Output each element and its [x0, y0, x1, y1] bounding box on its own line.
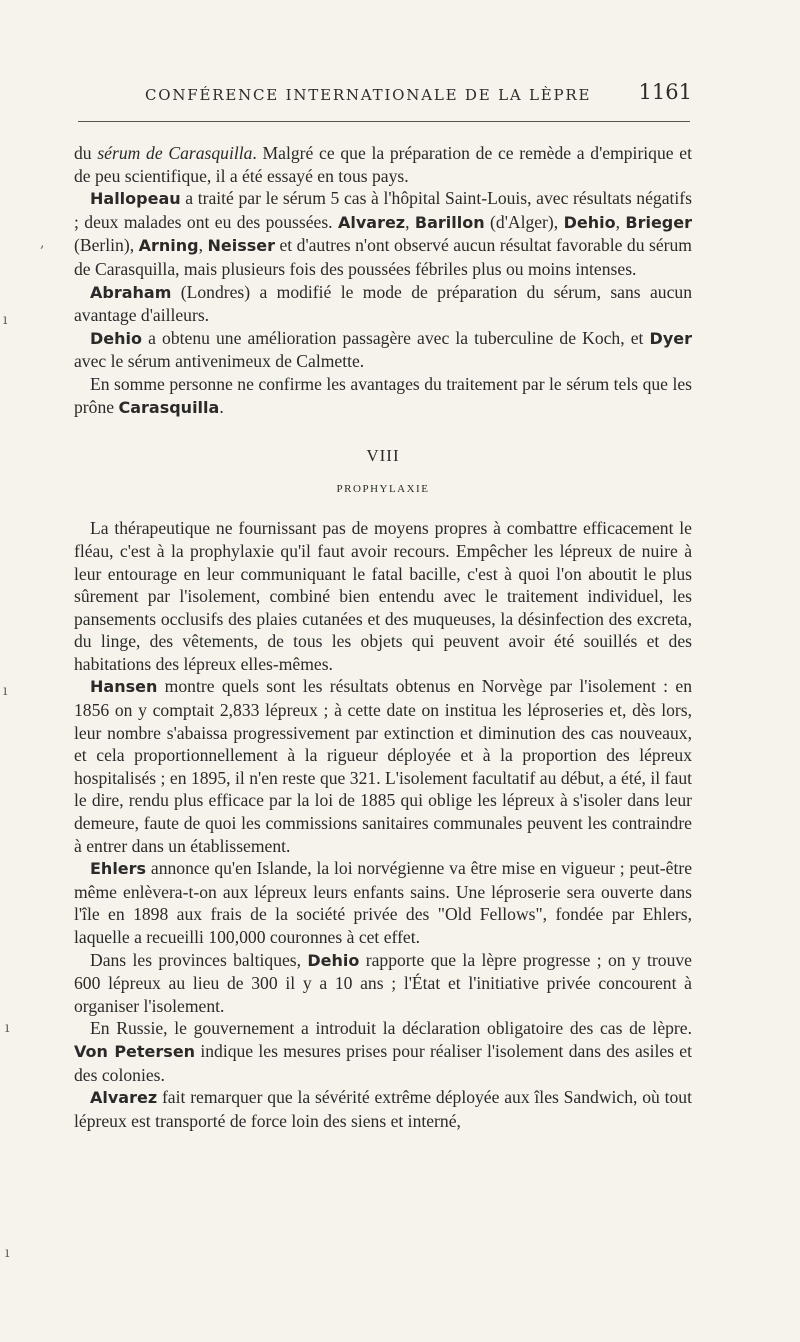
text-run: Dans les provinces baltiques,	[90, 949, 308, 970]
author-name: Brieger	[625, 212, 692, 232]
text-run: ,	[198, 235, 208, 256]
body-text	[74, 142, 692, 1132]
margin-mark: ı	[3, 683, 8, 699]
paragraph	[74, 675, 692, 857]
text-run: a obtenu une amélioration passagère avec la tuberculine de Koch, et	[142, 327, 650, 348]
margin-mark: ı	[5, 1245, 10, 1261]
author-name: Dehio	[307, 950, 360, 970]
text-run: En Russie, le gouvernement a introduit la déclaration obligatoire des cas de lèpre.	[90, 1018, 692, 1039]
author-name: Carasquilla	[118, 397, 220, 417]
text-run: .	[219, 396, 224, 417]
author-name: Dyer	[649, 328, 692, 348]
author-name: Alvarez	[337, 212, 406, 232]
text-run: fait remarquer que la sévérité extrême déployée aux îles Sandwich, où tout lépreux est transporté de force loin des siens et interné,	[74, 1087, 692, 1131]
header-rule	[78, 121, 690, 122]
text-run: a traité par le sérum 5 cas à l'hôpital Saint-Louis, avec résultats négatifs ; deux malades ont eu des poussées.	[74, 188, 692, 232]
paragraph	[74, 327, 692, 373]
author-name: Hallopeau	[90, 189, 181, 209]
page-number: 1161	[638, 80, 692, 104]
text-run: ,	[615, 211, 626, 232]
margin-mark: ı	[3, 312, 8, 328]
text-run: (Londres) a modifié le mode de préparation du sérum, sans aucun avantage d'ailleurs.	[74, 281, 692, 326]
text-run: annonce qu'en Islande, la loi norvégienne va être mise en vigueur ; peut-être même enlèvera-t-on aux lépreux leurs enfants sains. Une léproserie sera ouverte dans l'île en 1898 aux frais de la société privée des "Old Fellows", fondée par Ehlers, laquelle a recueilli 100,000 couronnes à cet effet.	[74, 858, 692, 947]
text-run: du	[74, 143, 98, 163]
author-name: Alvarez	[90, 1088, 158, 1108]
paragraph	[74, 857, 692, 948]
text-run: indique les mesures prises pour réaliser l'isolement dans des asiles et des colonies.	[74, 1040, 692, 1085]
section-number: VIII	[366, 446, 400, 466]
margin-mark: ,	[40, 235, 45, 251]
author-name: Ehlers	[90, 859, 147, 879]
paragraph	[74, 142, 692, 187]
running-title: CONFÉRENCE INTERNATIONALE DE LA LÈPRE	[145, 86, 592, 104]
paragraph	[74, 1086, 692, 1132]
author-name: Arning	[138, 236, 199, 256]
text-run: avec le sérum antivenimeux de Calmette.	[74, 351, 365, 372]
section-title: PROPHYLAXIE	[336, 482, 430, 495]
paragraph	[74, 281, 692, 327]
author-name: Hansen	[90, 677, 158, 697]
author-name: Von Petersen	[74, 1041, 196, 1061]
italic-text: sérum de Carasquilla	[97, 143, 253, 163]
text-run: ,	[405, 211, 415, 232]
margin-mark: ı	[5, 1020, 10, 1036]
author-name: Abraham	[90, 282, 172, 302]
text-run: (Berlin),	[74, 235, 139, 256]
text-run: La thérapeutique ne fournissant pas de moyens propres à combattre efficacement le fléau, c'est à la prophylaxie qu'il faut avoir recours. Empêcher les lépreux de nuire à leur entourage en leur communiquant le fatal bacille, c'est à quoi l'on aboutit le plus sûrement par l'isolement, combiné bien entendu avec le traitement individuel, les pansements occlusifs des plaies cutanées et des muqueuses, la désinfection des excreta, du linge, des vêtements, de tous les objets qui peuvent avoir été souillés et des habitations des lépreux elles-mêmes.	[74, 518, 692, 674]
text-run: montre quels sont les résultats obtenus en Norvège par l'isolement : en 1856 on y comptait 2,833 lépreux ; à cette date on institua les léproseries et, dès lors, leur nombre s'abaissa progressivement par extinction et diminution des cas nouveaux, et cela proportionnellement à la rigueur déployée et à la proportion des lépreux hospitalisés ; en 1895, il n'en reste que 321. L'isolement facultatif au début, a été, il faut le dire, rendu plus efficace par la loi de 1885 qui oblige les lépreux à s'isoler dans leur demeure, faute de quoi les commissions sanitaires communales peuvent les contraindre à entrer dans un établissement.	[74, 676, 692, 856]
paragraph	[74, 517, 692, 675]
author-name: Barillon	[414, 212, 485, 232]
paragraph	[74, 373, 692, 419]
text-run: . Malgré ce que la préparation de ce remède a d'empirique et de peu scientifique, il a été essayé en tous pays.	[74, 143, 692, 186]
paragraph	[74, 187, 692, 280]
text-run: et d'autres n'ont observé aucun résultat favorable du sérum de Carasquilla, mais plusieurs fois des poussées fébriles plus ou moins intenses.	[74, 235, 692, 279]
paragraph	[74, 949, 692, 1018]
text-run: En somme personne ne confirme les avantages du traitement par le sérum tels que les prône	[74, 373, 692, 417]
author-name: Dehio	[90, 328, 142, 348]
author-name: Dehio	[563, 212, 616, 232]
paragraph	[74, 1017, 692, 1086]
author-name: Neisser	[207, 236, 275, 256]
text-run: rapporte que la lèpre progresse ; on y trouve 600 lépreux au lieu de 300 il y a 10 ans ; l'État et l'initiative privée concourent à organiser l'isolement.	[74, 949, 692, 1016]
page-header	[60, 80, 692, 120]
text-run: (d'Alger),	[484, 211, 564, 232]
